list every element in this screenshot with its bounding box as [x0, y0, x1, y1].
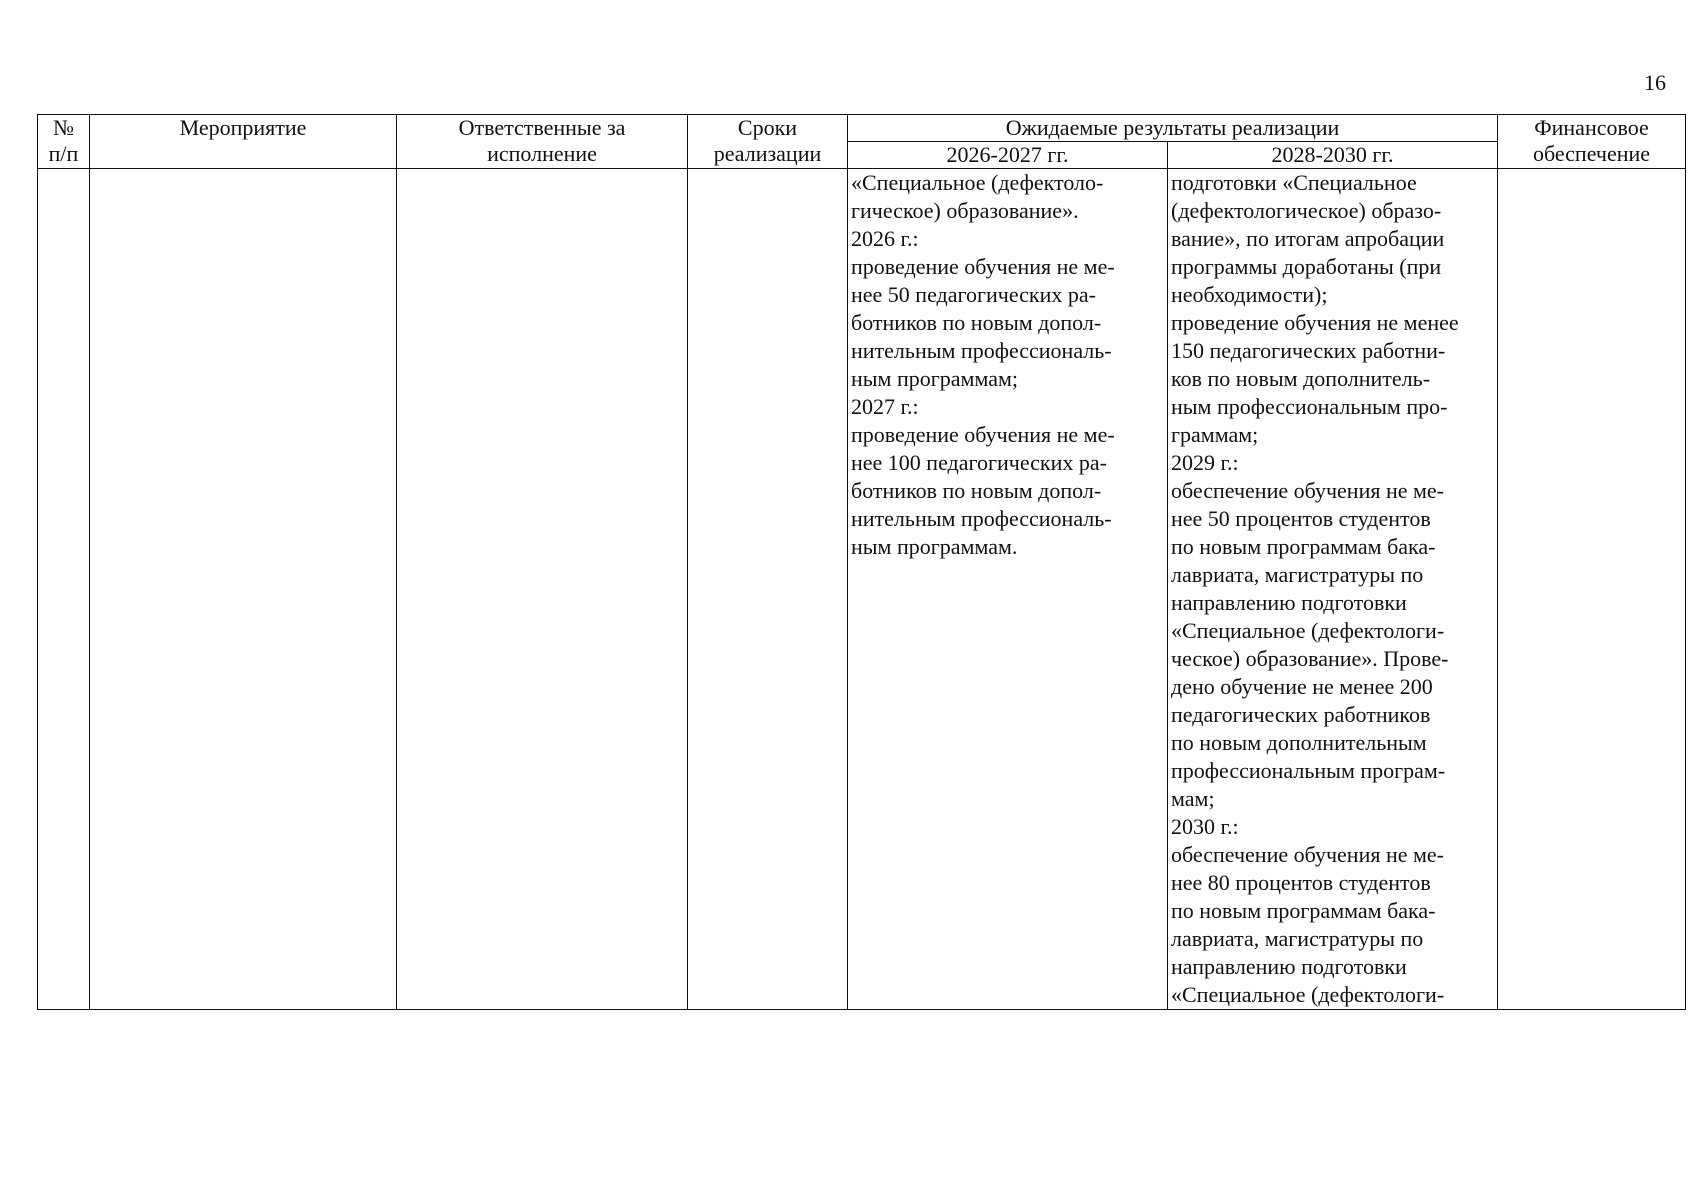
result-line: педагогических работников — [1171, 702, 1431, 727]
header-responsible: Ответственные за исполнение — [397, 115, 688, 169]
result-line: мам; — [1171, 786, 1215, 811]
header-period-2028-2030: 2028-2030 гг. — [1168, 142, 1498, 169]
result-line: обеспечение обучения не ме- — [1171, 478, 1445, 503]
header-event: Мероприятие — [90, 115, 397, 169]
result-line: проведение обучения не ме- — [851, 422, 1115, 447]
result-line: ческое) образование». Прове- — [1171, 646, 1449, 671]
result-line: (дефектологическое) образо- — [1171, 198, 1442, 223]
result-line: необходимости); — [1171, 282, 1328, 307]
result-line: проведение обучения не менее — [1171, 310, 1459, 335]
cell-results-2028-2030 — [1168, 169, 1498, 1010]
result-line: направлению подготовки — [1171, 590, 1407, 615]
result-line: проведение обучения не ме- — [851, 254, 1115, 279]
result-line: граммам; — [1171, 422, 1259, 447]
result-line: ным программам. — [851, 534, 1018, 559]
result-line: 2026 г.: — [851, 226, 919, 251]
result-line: программы доработаны (при — [1171, 254, 1442, 279]
result-line: ботников по новым допол- — [851, 310, 1102, 335]
result-line: по новым дополнительным — [1171, 730, 1427, 755]
result-line: профессиональным програм- — [1171, 758, 1446, 783]
result-line: «Специальное (дефектологи- — [1171, 618, 1445, 643]
page-number: 16 — [1644, 70, 1666, 95]
cell-event — [90, 169, 397, 1010]
result-line: ным программам; — [851, 366, 1019, 391]
result-line: нительным профессиональ- — [851, 338, 1112, 363]
result-line: по новым программам бака- — [1171, 534, 1436, 559]
events-table — [37, 114, 1686, 1010]
result-line: по новым программам бака- — [1171, 898, 1436, 923]
result-line: нительным профессиональ- — [851, 506, 1112, 531]
header-financing: Финансовое обеспечение — [1498, 115, 1686, 169]
header-row-top — [38, 115, 1686, 142]
result-line: 2027 г.: — [851, 394, 919, 419]
cell-num — [38, 169, 90, 1010]
cell-results-2026-2027 — [848, 169, 1168, 1010]
result-line: нее 50 процентов студентов — [1171, 506, 1431, 531]
result-line: ным профессиональным про- — [1171, 394, 1448, 419]
result-line: «Специальное (дефектологи- — [1171, 982, 1445, 1007]
cell-terms — [688, 169, 848, 1010]
result-line: лавриата, магистратуры по — [1171, 562, 1424, 587]
cell-financing — [1498, 169, 1686, 1010]
result-line: подготовки «Специальное — [1171, 170, 1417, 195]
header-num: № п/п — [38, 115, 90, 169]
result-line: нее 50 педагогических ра- — [851, 282, 1096, 307]
header-period-2026-2027: 2026-2027 гг. — [848, 142, 1168, 169]
result-line: гическое) образование». — [851, 198, 1079, 223]
result-line: обеспечение обучения не ме- — [1171, 842, 1445, 867]
result-line: дено обучение не менее 200 — [1171, 674, 1433, 699]
result-line: направлению подготовки — [1171, 954, 1407, 979]
header-expected-results: Ожидаемые результаты реализации — [848, 115, 1498, 142]
table-row — [38, 169, 1686, 1010]
result-line: ботников по новым допол- — [851, 478, 1102, 503]
result-line: 2029 г.: — [1171, 450, 1239, 475]
cell-responsible — [397, 169, 688, 1010]
result-line: нее 80 процентов студентов — [1171, 870, 1431, 895]
result-line: «Специальное (дефектоло- — [851, 170, 1104, 195]
result-line: 2030 г.: — [1171, 814, 1239, 839]
result-line: лавриата, магистратуры по — [1171, 926, 1424, 951]
result-line: ков по новым дополнитель- — [1171, 366, 1431, 391]
result-line: нее 100 педагогических ра- — [851, 450, 1107, 475]
header-terms: Сроки реализации — [688, 115, 848, 169]
result-line: 150 педагогических работни- — [1171, 338, 1446, 363]
result-line: вание», по итогам апробации — [1171, 226, 1445, 251]
